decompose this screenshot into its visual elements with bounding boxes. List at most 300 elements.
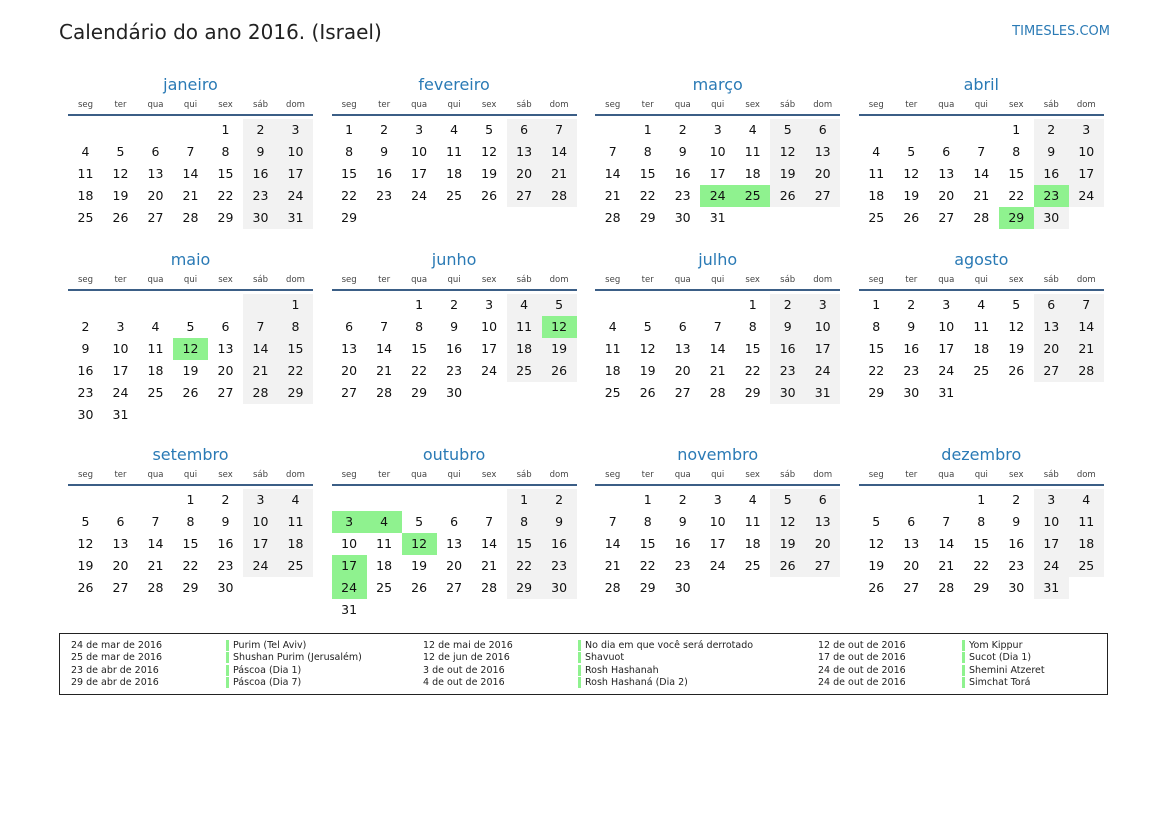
day-cell: 7 [713, 319, 722, 334]
day-cell: 24 [278, 185, 313, 207]
weekday-label: qua [938, 100, 955, 110]
empty-cell [332, 489, 367, 511]
day-cell: 3 [278, 119, 313, 141]
day-cell: 25 [446, 188, 463, 203]
day-cell: 2 [1012, 492, 1021, 507]
day-cell: 9 [770, 316, 805, 338]
day-cell: 19 [112, 188, 129, 203]
weekday-label: sáb [780, 275, 796, 285]
weekday-header [859, 468, 1104, 486]
day-cell: 2 [380, 122, 389, 137]
day-cell: 15 [744, 341, 761, 356]
day-cell: 20 [674, 363, 691, 378]
day-cell: 19 [542, 338, 577, 360]
day-grid [68, 489, 313, 599]
day-cell: 23 [376, 188, 393, 203]
weekday-header [595, 98, 840, 116]
empty-cell [472, 489, 507, 511]
weekday-label: sex [1009, 275, 1024, 285]
weekday-label: qua [674, 275, 691, 285]
empty-cell [964, 119, 999, 141]
legend-date: 12 de out de 2016 [818, 640, 906, 651]
weekday-label: qui [974, 100, 988, 110]
day-cell: 10 [243, 511, 278, 533]
empty-cell [859, 119, 894, 141]
day-cell: 11 [446, 144, 463, 159]
weekday-label: sáb [1043, 275, 1059, 285]
day-cell: 23 [446, 363, 463, 378]
day-cell: 6 [507, 119, 542, 141]
day-cell: 12 [173, 338, 208, 360]
day-cell: 28 [481, 580, 498, 595]
weekday-label: ter [905, 275, 918, 285]
weekday-label: seg [341, 275, 357, 285]
weekday-label: sex [218, 275, 233, 285]
day-cell: 23 [542, 555, 577, 577]
day-cell: 27 [805, 555, 840, 577]
weekday-label: qui [974, 470, 988, 480]
month-name: março [692, 75, 743, 94]
day-cell: 10 [341, 536, 358, 551]
day-cell: 5 [542, 294, 577, 316]
day-cell: 4 [151, 319, 160, 334]
day-cell: 4 [1069, 489, 1104, 511]
day-cell: 19 [411, 558, 428, 573]
day-cell: 13 [903, 536, 920, 551]
weekday-header [595, 468, 840, 486]
day-cell: 1 [278, 294, 313, 316]
month-name: novembro [677, 445, 759, 464]
weekday-label: sáb [516, 100, 532, 110]
day-grid [595, 294, 840, 404]
weekday-label: dom [813, 470, 833, 480]
day-cell: 20 [1034, 338, 1069, 360]
legend-holiday-name: No dia em que você será derrotado [578, 640, 753, 651]
empty-cell [929, 489, 964, 511]
weekday-label: ter [905, 100, 918, 110]
weekday-label: sáb [252, 470, 269, 480]
empty-cell [332, 294, 367, 316]
calendar-grid [68, 74, 1102, 626]
day-cell: 14 [938, 536, 955, 551]
day-cell: 6 [678, 319, 687, 334]
day-cell: 20 [805, 533, 840, 555]
day-cell: 17 [112, 363, 129, 378]
legend-date: 29 de abr de 2016 [71, 677, 159, 689]
day-cell: 21 [1069, 338, 1104, 360]
day-cell: 26 [481, 188, 498, 203]
day-cell: 11 [376, 536, 393, 551]
day-cell: 6 [942, 144, 951, 159]
day-cell: 14 [182, 166, 199, 181]
day-cell: 29 [639, 580, 656, 595]
weekday-label: sex [218, 470, 233, 480]
day-cell: 16 [446, 341, 463, 356]
day-cell: 29 [999, 207, 1034, 229]
weekday-label: dom [286, 100, 305, 110]
weekday-label: dom [286, 470, 305, 480]
day-cell: 23 [1034, 185, 1069, 207]
day-cell: 27 [507, 185, 542, 207]
weekday-label: qui [974, 275, 988, 285]
day-cell: 6 [151, 144, 160, 159]
day-cell: 15 [1008, 166, 1025, 181]
day-cell: 10 [709, 514, 726, 529]
day-cell: 18 [868, 188, 885, 203]
weekday-label: sáb [1043, 100, 1059, 110]
day-cell: 31 [709, 210, 726, 225]
weekday-label: sex [481, 100, 497, 110]
day-grid [595, 119, 840, 229]
day-cell: 7 [942, 514, 951, 529]
day-cell: 3 [1034, 489, 1069, 511]
day-cell: 13 [147, 166, 164, 181]
day-cell: 11 [744, 514, 761, 529]
day-cell: 26 [182, 385, 199, 400]
weekday-label: sáb [516, 470, 532, 480]
day-cell: 28 [973, 210, 990, 225]
weekday-label: sex [745, 275, 760, 285]
day-cell: 6 [221, 319, 230, 334]
day-cell: 22 [1008, 188, 1025, 203]
day-cell: 17 [332, 555, 367, 577]
day-cell: 28 [938, 580, 955, 595]
day-cell: 20 [903, 558, 920, 573]
day-cell: 1 [643, 122, 652, 137]
day-cell: 23 [674, 188, 691, 203]
day-cell: 14 [1069, 316, 1104, 338]
day-cell: 11 [604, 341, 621, 356]
day-cell: 23 [1008, 558, 1025, 573]
day-cell: 8 [748, 319, 757, 334]
day-cell: 27 [112, 580, 129, 595]
day-cell: 9 [1012, 514, 1021, 529]
day-cell: 3 [485, 297, 494, 312]
day-cell: 1 [872, 297, 881, 312]
day-cell: 13 [938, 166, 955, 181]
weekday-header [859, 273, 1104, 291]
weekday-header [595, 273, 840, 291]
day-cell: 20 [805, 163, 840, 185]
day-cell: 27 [446, 580, 463, 595]
day-cell: 2 [678, 492, 687, 507]
day-cell: 12 [770, 511, 805, 533]
day-cell: 14 [376, 341, 393, 356]
day-grid [332, 119, 577, 229]
day-cell: 15 [639, 536, 656, 551]
weekday-label: qua [147, 275, 164, 285]
day-cell: 22 [278, 360, 313, 382]
day-cell: 10 [1069, 141, 1104, 163]
day-cell: 22 [973, 558, 990, 573]
empty-cell [595, 119, 630, 141]
day-cell: 6 [1034, 294, 1069, 316]
weekday-label: sáb [252, 275, 269, 285]
day-cell: 9 [81, 341, 90, 356]
empty-cell [367, 489, 402, 511]
weekday-label: dom [549, 470, 569, 480]
empty-cell [68, 119, 103, 141]
day-cell: 26 [112, 210, 129, 225]
month-dezembro [859, 444, 1104, 626]
day-cell: 18 [446, 166, 463, 181]
day-cell: 29 [744, 385, 761, 400]
weekday-label: qua [674, 100, 691, 110]
day-cell: 13 [805, 141, 840, 163]
weekday-label: ter [641, 275, 654, 285]
day-cell: 31 [1034, 577, 1069, 599]
day-cell: 29 [639, 210, 656, 225]
day-cell: 29 [411, 385, 428, 400]
day-cell: 11 [278, 511, 313, 533]
day-cell: 16 [77, 363, 94, 378]
day-cell: 18 [278, 533, 313, 555]
day-cell: 29 [217, 210, 234, 225]
day-cell: 14 [604, 536, 621, 551]
day-cell: 11 [973, 319, 990, 334]
day-cell: 9 [243, 141, 278, 163]
day-cell: 28 [376, 385, 393, 400]
weekday-label: sex [745, 470, 760, 480]
month-name: setembro [152, 445, 229, 464]
day-cell: 10 [1034, 511, 1069, 533]
month-junho [332, 249, 577, 444]
empty-cell [367, 294, 402, 316]
day-grid [859, 489, 1104, 599]
weekday-label: ter [905, 470, 918, 480]
month-name: janeiro [163, 75, 218, 94]
day-cell: 22 [639, 188, 656, 203]
day-cell: 11 [868, 166, 885, 181]
day-cell: 29 [341, 210, 358, 225]
day-cell: 13 [446, 536, 463, 551]
empty-cell [402, 489, 437, 511]
day-cell: 30 [1034, 207, 1069, 229]
day-cell: 20 [341, 363, 358, 378]
day-cell: 16 [1034, 163, 1069, 185]
day-cell: 4 [608, 319, 617, 334]
day-cell: 19 [770, 163, 805, 185]
day-cell: 26 [770, 555, 805, 577]
day-cell: 30 [674, 210, 691, 225]
site-logo-link[interactable]: TIMESLES.COM [1012, 24, 1110, 39]
day-cell: 25 [278, 555, 313, 577]
weekday-label: dom [1076, 100, 1096, 110]
day-cell: 6 [116, 514, 125, 529]
day-cell: 17 [243, 533, 278, 555]
weekday-header [68, 98, 313, 116]
day-cell: 30 [770, 382, 805, 404]
day-grid [595, 489, 840, 599]
day-cell: 31 [805, 382, 840, 404]
day-cell: 8 [186, 514, 195, 529]
weekday-label: dom [1076, 470, 1096, 480]
empty-cell [173, 294, 208, 316]
weekday-label: qua [674, 470, 691, 480]
day-cell: 19 [481, 166, 498, 181]
weekday-label: sáb [252, 100, 269, 110]
day-cell: 18 [973, 341, 990, 356]
day-cell: 30 [674, 580, 691, 595]
day-cell: 13 [805, 511, 840, 533]
day-cell: 3 [415, 122, 424, 137]
day-cell: 17 [805, 338, 840, 360]
day-cell: 14 [709, 341, 726, 356]
day-cell: 2 [542, 489, 577, 511]
empty-cell [437, 489, 472, 511]
day-cell: 23 [770, 360, 805, 382]
weekday-label: qua [411, 470, 428, 480]
day-cell: 29 [182, 580, 199, 595]
day-cell: 18 [604, 363, 621, 378]
day-cell: 21 [604, 188, 621, 203]
month-fevereiro [332, 74, 577, 249]
day-cell: 3 [942, 297, 951, 312]
day-cell: 2 [243, 119, 278, 141]
weekday-label: seg [868, 470, 884, 480]
legend-holiday-name: Purim (Tel Aviv) [226, 640, 306, 651]
month-name: dezembro [941, 445, 1022, 464]
legend-date: 24 de out de 2016 [818, 664, 906, 676]
day-cell: 8 [415, 319, 424, 334]
day-cell: 6 [345, 319, 354, 334]
day-cell: 30 [446, 385, 463, 400]
day-cell: 22 [507, 555, 542, 577]
legend-date: 24 de out de 2016 [818, 677, 906, 689]
day-cell: 30 [1008, 580, 1025, 595]
month-name: junho [431, 250, 477, 269]
empty-cell [929, 119, 964, 141]
day-cell: 12 [481, 144, 498, 159]
day-cell: 11 [1069, 511, 1104, 533]
day-cell: 3 [332, 511, 367, 533]
day-cell: 25 [147, 385, 164, 400]
legend-date: 12 de mai de 2016 [423, 640, 513, 651]
day-cell: 24 [709, 558, 726, 573]
day-cell: 18 [744, 166, 761, 181]
day-cell: 8 [278, 316, 313, 338]
day-cell: 25 [744, 558, 761, 573]
weekday-label: ter [641, 100, 654, 110]
day-cell: 9 [678, 144, 687, 159]
day-cell: 1 [345, 122, 354, 137]
weekday-label: seg [341, 100, 357, 110]
legend-date: 4 de out de 2016 [423, 677, 505, 689]
day-cell: 24 [332, 577, 367, 599]
day-cell: 19 [868, 558, 885, 573]
day-cell: 10 [938, 319, 955, 334]
month-name: outubro [422, 445, 486, 464]
day-cell: 26 [1008, 363, 1025, 378]
day-cell: 5 [415, 514, 424, 529]
day-cell: 25 [735, 185, 770, 207]
day-cell: 3 [713, 122, 722, 137]
day-cell: 28 [709, 385, 726, 400]
weekday-header [859, 98, 1104, 116]
day-cell: 21 [542, 163, 577, 185]
day-cell: 4 [81, 144, 90, 159]
day-cell: 17 [481, 341, 498, 356]
day-cell: 11 [147, 341, 164, 356]
day-cell: 18 [376, 558, 393, 573]
weekday-header [68, 273, 313, 291]
day-cell: 12 [639, 341, 656, 356]
day-grid [332, 294, 577, 404]
day-cell: 6 [805, 119, 840, 141]
day-cell: 7 [380, 319, 389, 334]
day-cell: 5 [770, 119, 805, 141]
weekday-label: seg [868, 100, 884, 110]
day-cell: 9 [907, 319, 916, 334]
empty-cell [103, 294, 138, 316]
day-cell: 26 [77, 580, 94, 595]
day-cell: 4 [450, 122, 459, 137]
day-cell: 30 [243, 207, 278, 229]
legend-date: 24 de mar de 2016 [71, 640, 163, 651]
weekday-label: seg [77, 470, 94, 480]
day-cell: 13 [341, 341, 358, 356]
day-cell: 13 [674, 341, 691, 356]
weekday-header [332, 273, 577, 291]
weekday-label: sex [1009, 100, 1024, 110]
legend-holiday-name: Páscoa (Dia 1) [226, 665, 301, 676]
day-cell: 19 [77, 558, 94, 573]
day-cell: 5 [1012, 297, 1021, 312]
day-cell: 8 [643, 144, 652, 159]
day-cell: 21 [709, 363, 726, 378]
empty-cell [243, 294, 278, 316]
empty-cell [103, 119, 138, 141]
day-cell: 9 [1034, 141, 1069, 163]
day-cell: 21 [938, 558, 955, 573]
day-cell: 15 [341, 166, 358, 181]
day-cell: 7 [485, 514, 494, 529]
day-cell: 1 [977, 492, 986, 507]
day-cell: 20 [938, 188, 955, 203]
day-cell: 7 [151, 514, 160, 529]
day-cell: 25 [604, 385, 621, 400]
day-cell: 26 [542, 360, 577, 382]
day-cell: 13 [1034, 316, 1069, 338]
empty-cell [103, 489, 138, 511]
month-maio [68, 249, 313, 444]
day-cell: 20 [446, 558, 463, 573]
day-cell: 7 [186, 144, 195, 159]
day-cell: 12 [770, 141, 805, 163]
day-cell: 25 [868, 210, 885, 225]
day-cell: 28 [604, 210, 621, 225]
day-cell: 2 [1034, 119, 1069, 141]
day-cell: 2 [81, 319, 90, 334]
day-cell: 4 [748, 492, 757, 507]
weekday-label: qui [711, 275, 725, 285]
day-cell: 18 [507, 338, 542, 360]
empty-cell [859, 489, 894, 511]
weekday-header [332, 98, 577, 116]
day-cell: 6 [907, 514, 916, 529]
day-cell: 14 [604, 166, 621, 181]
day-cell: 2 [450, 297, 459, 312]
day-cell: 24 [805, 360, 840, 382]
day-cell: 8 [221, 144, 230, 159]
day-cell: 16 [376, 166, 393, 181]
day-cell: 24 [700, 185, 735, 207]
day-cell: 12 [542, 316, 577, 338]
day-cell: 2 [678, 122, 687, 137]
day-cell: 22 [868, 363, 885, 378]
day-cell: 8 [345, 144, 354, 159]
day-cell: 29 [868, 385, 885, 400]
